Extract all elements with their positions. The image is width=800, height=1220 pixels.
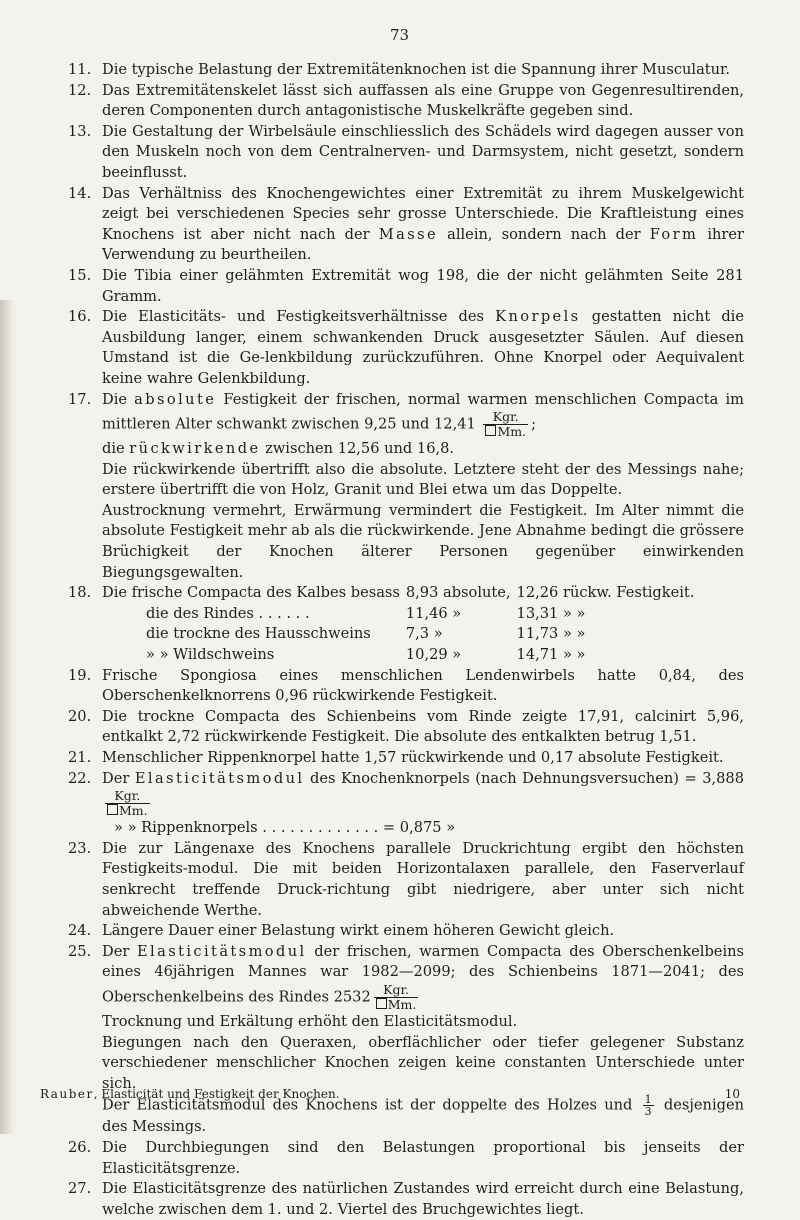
table-row: die des Rindes . . . . . . 11,46 » 13,31 » » xyxy=(146,604,586,622)
item-23: 23. Die zur Längenaxe des Knochens parallele Druckrichtung ergibt den höchsten Festigkeits-modul. Die mit beiden Horizontalaxen parallele, den Faserverlauf senkrecht treffende Druck-richtung gibt niedrigere, aber unter sich nicht abweichende Werthe. xyxy=(68,839,744,919)
item-13: 13. Die Gestaltung der Wirbelsäule einschliesslich des Schädels wird dagegen ausser von den Muskeln noch von dem Centralnerven- und Darmsystem, nicht gesetzt, sondern beeinflusst. xyxy=(68,122,744,181)
table-row: » » Wildschweins 10,29 » 14,71 » » xyxy=(146,646,586,664)
item-24: 24. Längere Dauer einer Belastung wirkt einem höheren Gewicht gleich. xyxy=(68,922,615,940)
unit-fraction: $\frac{\text{Kgr.}}{Mm.}$ xyxy=(483,410,528,439)
item-27: 27. Die Elasticitätsgrenze des natürlichen Zustandes wird erreicht durch eine Belastung, welche zwischen dem 1. und 2. Viertel des Bruchgewichtes liegt. xyxy=(68,1180,744,1218)
item-11: 11. Die typische Belastung der Extremitätenknochen ist die Spannung ihrer Musculatur. xyxy=(68,61,731,78)
unit-fraction: $\frac{\text{Kgr.}}{Mm.}$ xyxy=(105,789,150,818)
unit-fraction: $\frac{\text{Kgr.}}{Mm.}$ xyxy=(374,983,419,1012)
item-17: 17. Die absolute Festigkeit der frischen, normal warmen menschlichen Compacta im mittleren Alter schwankt zwischen 9,25 und 12,41 $\frac{\text{Kgr.}}{Mm.}$ ; die rückwirkende zwischen 12,56 und 16,8. Die rückwirkende übertrifft also die absolute. Letztere steht der des Messings nahe; erstere übertrifft die von Holz, Granit und Blei etwa um das Doppelte. Austrocknung vermehrt, Erwärmung vermindert die Festigkeit. Im Alter nimmt die absolute Festigkeit mehr ab als die rückwirkende. Jene Abnahme bedingt die grössere Brüchigkeit der Knochen älterer Personen gegenüber einwirkenden Biegungsgewalten. xyxy=(68,390,744,581)
page-number: 73 xyxy=(390,26,410,44)
square-symbol xyxy=(485,425,496,436)
item-22: 22. Der Elasticitätsmodul des Knochenknorpels (nach Dehnungsversuchen) = 3,888 $\frac{\text{Kgr.}}{Mm.}$ » » Rippenknorpels . . . . . . . . . . . . . = 0,875 » xyxy=(68,769,744,837)
item-25: 25. Der Elasticitätsmodul der frischen, warmen Compacta des Oberschenkelbeins eines 46jährigen Mannes war 1982—2099; des Schienbeins 1871—2041; des Oberschenkelbeins des Rindes 2532 $\frac{\text{Kgr.}}{Mm.}$ Trocknung und Erkältung erhöht den Elasticitätsmodul. Biegungen nach den Queraxen, oberflächlicher oder tiefer gelegener Substanz verschiedener menschlicher Knochen zeigen keine constanten Unterschiede unter sich. Der Elasticitätsmodul des Knochens ist der doppelte des Holzes und $\frac{1}{3}$ desjenigen des Messings. xyxy=(68,942,744,1136)
table-row: Die frische Compacta des Kalbes besass 8,93 absolute, 12,26 rückw. Festigkeit. xyxy=(102,584,695,602)
item-26: 26. Die Durchbiegungen sind den Belastungen proportional bis jenseits der Elasticitätsgrenze. xyxy=(68,1138,744,1177)
item-16: 16. Die Elasticitäts- und Festigkeitsverhältnisse des Knorpels gestatten nicht die Ausbildung langer, einem schwankenden Druck ausgesetzter Säulen. Auf diesen Umstand ist die Ge-lenkbildung zurückzuführen. Ohne Knorpel oder Aequivalent keine wahre Gelenkbildung. xyxy=(68,308,744,387)
page-edge-shadow xyxy=(0,300,16,1134)
item-19: 19. Frische Spongiosa eines menschlichen Lendenwirbels hatte 0,84, des Oberschenkelknorrens 0,96 rückwirkende Festigkeit. xyxy=(68,666,744,705)
table-row: die trockne des Hausschweins 7,3 » 11,73 » » xyxy=(146,625,586,643)
item-18: 18. Die frische Compacta des Kalbes besass 8,93 absolute, 12,26 rückw. Festigkeit. die des Rindes . . . . . . 11,46 » 13,31 » » die trockne des Hausschweins 7,3 » 11,73 » » » » Wildschweins 10,29 » 14,71 » » xyxy=(68,583,744,665)
item-21: 21. Menschlicher Rippenknorpel hatte 1,57 rückwirkende und 0,17 absolute Festigkeit. xyxy=(68,749,724,766)
page-footer: Rauber, Elasticität und Festigkeit der Knochen. 10 xyxy=(40,1087,740,1101)
one-third-fraction: $\frac{1}{3}$ xyxy=(644,1093,652,1119)
item-15: 15. Die Tibia einer gelähmten Extremität wog 198, die der nicht gelähmten Seite 281 Gramm. xyxy=(68,266,744,305)
item-12: 12. Das Extremitätenskelet lässt sich auffassen als eine Gruppe von Gegenresultirenden, deren Componenten durch antagonistische Muskelkräfte gegeben sind. xyxy=(68,81,744,120)
item-14: 14. Das Verhältniss des Knochengewichtes einer Extremität zu ihrem Muskelgewicht zeigt bei verschiedenen Species sehr grosse Unterschiede. Die Kraftleistung eines Knochens ist aber nicht nach der Masse allein, sondern nach der Form ihrer Verwendung zu beurtheilen. xyxy=(68,184,745,264)
strength-table xyxy=(102,583,700,665)
body-text xyxy=(68,60,744,1220)
signature-mark: 10 xyxy=(724,1087,740,1101)
item-20: 20. Die trockne Compacta des Schienbeins vom Rinde zeigte 17,91, calcinirt 5,96, entkalkt 2,72 rückwirkende Festigkeit. Die absolute des entkalkten betrug 1,51. xyxy=(68,707,744,746)
